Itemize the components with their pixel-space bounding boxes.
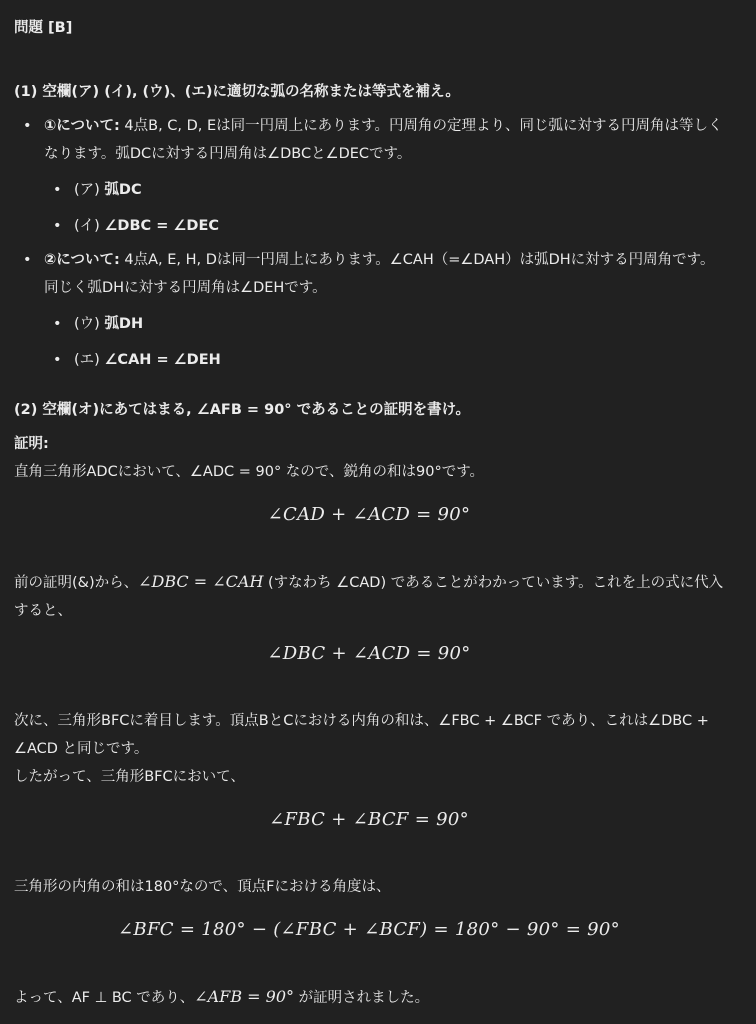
sub-item-u — [14, 310, 724, 338]
sub-item-u-value: 弧DH — [104, 316, 144, 332]
conclusion-start: よって、AF ⊥ BC であり、 — [14, 990, 195, 1006]
question-1-list — [14, 112, 724, 374]
sub-item-a-value: 弧DC — [104, 182, 142, 198]
sub-item-a-prefix: (ア) — [74, 182, 105, 198]
sub-item-i-value: ∠DBC = ∠DEC — [104, 218, 219, 234]
problem-title: 問題 [B] — [14, 20, 73, 36]
sub-item-e — [14, 346, 724, 374]
item-1-label: ①について: — [44, 118, 120, 134]
proof-paragraph-2-start: 前の証明(&)から、 — [14, 575, 139, 591]
equation-3: ∠FBC + ∠BCF = 90° — [269, 809, 469, 830]
sub-item-u-prefix: (ウ) — [74, 316, 105, 332]
equation-4: ∠BFC = 180° − (∠FBC + ∠BCF) = 180° − 90° = 90° — [118, 919, 620, 940]
proof-paragraph-2 — [14, 568, 724, 625]
item-2-text: 4点A, E, H, Dは同一円周上にあります。∠CAH（=∠DAH）は弧DHに対する円周角です。同じく弧DHに対する円周角は∠DEHです。 — [44, 252, 715, 296]
inline-math-dbc-cah: ∠DBC = ∠CAH — [138, 572, 264, 591]
proof-paragraph-1: 直角三角形ADCにおいて、∠ADC = 90° なので、鋭角の和は90°です。 — [14, 464, 485, 480]
proof-conclusion — [14, 983, 724, 1012]
item-1-text: 4点B, C, D, Eは同一円周上にあります。円周角の定理より、同じ弧に対する円周角は等しくなります。弧DCに対する円周角は∠DBCと∠DECです。 — [44, 118, 723, 162]
sub-item-e-prefix: (エ) — [74, 352, 105, 368]
sub-item-e-value: ∠CAH = ∠DEH — [104, 352, 221, 368]
equation-1: ∠CAD + ∠ACD = 90° — [267, 504, 471, 525]
sub-item-i-prefix: (イ) — [74, 218, 105, 234]
item-2-label: ②について: — [44, 252, 120, 268]
question-1-title: (1) 空欄(ア) (イ), (ウ)、(エ)に適切な弧の名称または等式を補え。 — [14, 84, 460, 100]
list-item-1 — [14, 112, 724, 168]
proof-paragraph-4: したがって、三角形BFCにおいて、 — [14, 769, 245, 785]
answer-document — [14, 14, 724, 1012]
proof-paragraph-5: 三角形の内角の和は180°なので、頂点Fにおける角度は、 — [14, 879, 391, 895]
sub-item-a — [14, 176, 724, 204]
proof-paragraph-3: 次に、三角形BFCに着目します。頂点BとCにおける内角の和は、∠FBC + ∠BCF であり、これは∠DBC + ∠ACD と同じです。 — [14, 713, 709, 757]
question-2-title: (2) 空欄(オ)にあてはまる, ∠AFB = 90° であることの証明を書け。 — [14, 402, 471, 418]
conclusion-end: が証明されました。 — [294, 990, 430, 1006]
equation-2: ∠DBC + ∠ACD = 90° — [267, 643, 471, 664]
sub-item-i — [14, 212, 724, 240]
proof-paragraph-2-end: (すなわち ∠CAD) であることがわかっています。これを上の式に代入すると、 — [14, 575, 724, 619]
proof-label: 証明: — [14, 436, 49, 452]
inline-math-afb: ∠AFB = 90° — [194, 987, 295, 1006]
list-item-2 — [14, 246, 724, 302]
